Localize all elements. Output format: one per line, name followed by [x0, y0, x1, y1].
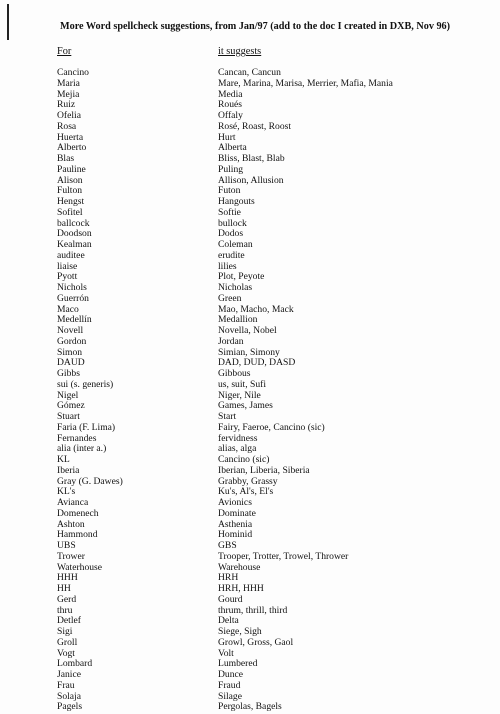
- misspelled-word: Iberia: [57, 464, 80, 476]
- misspelled-word: HHH: [57, 572, 78, 584]
- spellcheck-suggestion: Roués: [218, 99, 242, 111]
- misspelled-word: Sigi: [57, 626, 73, 637]
- misspelled-word: Fernandes: [57, 432, 97, 444]
- spellcheck-suggestion: Lumbered: [218, 658, 258, 670]
- spellcheck-suggestion: fervidness: [218, 432, 258, 444]
- spellcheck-suggestion: Media: [218, 88, 243, 100]
- spellcheck-suggestion: Grabby, Grassy: [218, 475, 278, 487]
- misspelled-word: Guerrón: [57, 292, 89, 304]
- misspelled-word: Rosa: [57, 120, 77, 132]
- misspelled-word: Detlef: [57, 615, 81, 627]
- misspelled-word: Maco: [57, 303, 79, 315]
- spellcheck-suggestion: Nicholas: [218, 282, 253, 293]
- list-item: [0, 552, 500, 563]
- misspelled-word: Fulton: [57, 185, 83, 197]
- misspelled-word: Pyott: [57, 271, 78, 283]
- misspelled-word: Groll: [57, 636, 78, 648]
- document-title: More Word spellcheck suggestions, from Jan/97 (add to the doc I created in DXB, Nov 96): [60, 21, 451, 32]
- spellcheck-suggestion: Offaly: [218, 110, 243, 121]
- list-item: [0, 509, 500, 520]
- spellcheck-suggestion: Delta: [218, 615, 239, 627]
- spellcheck-suggestion: Start: [218, 411, 237, 422]
- misspelled-word: Trower: [57, 550, 85, 562]
- spellcheck-suggestion: lilies: [218, 260, 237, 272]
- spellcheck-suggestion: Pergolas, Bagels: [218, 701, 282, 713]
- misspelled-word: Domenech: [57, 507, 99, 519]
- misspelled-word: Nichols: [57, 282, 87, 293]
- list-item: [0, 702, 500, 713]
- spellcheck-suggestion: Mao, Macho, Mack: [218, 303, 294, 315]
- spellcheck-suggestion: Dunce: [218, 669, 244, 680]
- list-item: [0, 423, 500, 434]
- misspelled-word: Ofelia: [57, 110, 81, 121]
- spellcheck-suggestion: Medallion: [218, 314, 258, 326]
- spellcheck-suggestion: HRH: [218, 572, 239, 584]
- misspelled-word: Vogt: [57, 647, 75, 659]
- spellcheck-suggestion: Allison, Allusion: [218, 174, 284, 186]
- spellcheck-suggestion: Avionics: [218, 497, 252, 508]
- spellcheck-suggestion: Asthenia: [218, 518, 253, 530]
- list-item: [0, 595, 500, 606]
- spellcheck-suggestion: Niger, Nile: [218, 389, 261, 401]
- misspelled-word: Avianca: [57, 497, 89, 508]
- spellcheck-suggestion: Fairy, Faeroe, Cancino (sic): [218, 421, 325, 433]
- misspelled-word: Cancino: [57, 67, 89, 78]
- misspelled-word: alia (inter a.): [57, 443, 107, 455]
- misspelled-word: HH: [57, 583, 71, 594]
- misspelled-word: Maria: [57, 77, 80, 89]
- misspelled-word: liaise: [57, 260, 78, 272]
- misspelled-word: Doodson: [57, 228, 92, 240]
- list-item: [0, 466, 500, 477]
- spellcheck-suggestion: Cancan, Cancun: [218, 67, 281, 78]
- spellcheck-suggestion: Alberta: [218, 142, 247, 154]
- misspelled-word: Novell: [57, 325, 84, 336]
- spellcheck-suggestion: Hominid: [218, 529, 253, 541]
- spellcheck-suggestion: Hangouts: [218, 196, 255, 207]
- misspelled-word: Blas: [57, 153, 75, 164]
- list-item: [0, 251, 500, 262]
- spellcheck-suggestion: Green: [218, 292, 242, 304]
- list-item: [0, 294, 500, 305]
- list-item: [0, 380, 500, 391]
- misspelled-word: Ashton: [57, 518, 85, 530]
- misspelled-word: Gibbs: [57, 368, 80, 379]
- spellcheck-suggestion: Plot, Peyote: [218, 271, 265, 283]
- spellcheck-suggestion: Dominate: [218, 507, 256, 519]
- misspelled-word: Huerta: [57, 131, 84, 143]
- spellcheck-suggestion: Siege, Sigh: [218, 626, 262, 637]
- spellcheck-suggestion: thrum, thrill, third: [218, 604, 288, 616]
- list-item: [0, 337, 500, 348]
- misspelled-word: Solaja: [57, 690, 81, 702]
- spellcheck-suggestion: HRH, HHH: [218, 583, 264, 594]
- spellcheck-suggestion: Cancino (sic): [218, 454, 270, 465]
- spellcheck-suggestion: Futon: [218, 185, 241, 197]
- misspelled-word: thru: [57, 604, 73, 616]
- spellcheck-suggestion: Iberian, Liberia, Siberia: [218, 464, 310, 476]
- misspelled-word: Mejia: [57, 88, 80, 100]
- misspelled-word: Stuart: [57, 411, 80, 422]
- misspelled-word: Hammond: [57, 529, 98, 541]
- list-item: [0, 208, 500, 219]
- misspelled-word: Waterhouse: [57, 561, 103, 573]
- spellcheck-suggestion: Ku's, Al's, El's: [218, 486, 274, 498]
- spellcheck-suggestion: GBS: [218, 540, 237, 551]
- spellcheck-suggestion: bullock: [218, 217, 247, 229]
- spellcheck-suggestion: Gibbous: [218, 368, 251, 379]
- spellcheck-suggestion: Volt: [218, 647, 234, 659]
- spellcheck-suggestion: Dodos: [218, 228, 244, 240]
- spellcheck-suggestion: Games, James: [218, 400, 273, 412]
- misspelled-word: Gómez: [57, 400, 85, 412]
- misspelled-word: KL: [57, 454, 70, 465]
- word-list: [0, 68, 500, 713]
- spellcheck-suggestion: Puling: [218, 163, 244, 175]
- list-item: [0, 90, 500, 101]
- misspelled-word: Gray (G. Dawes): [57, 475, 123, 487]
- misspelled-word: sui (s. generis): [57, 378, 114, 390]
- spellcheck-suggestion: Simian, Simony: [218, 346, 280, 358]
- list-item: [0, 165, 500, 176]
- misspelled-word: UBS: [57, 540, 76, 551]
- spellcheck-suggestion: Jordan: [218, 335, 244, 347]
- spellcheck-suggestion: us, suit, Sufi: [218, 378, 266, 390]
- spellcheck-suggestion: Mare, Marina, Marisa, Merrier, Mafia, Mania: [218, 77, 393, 89]
- misspelled-word: Medellín: [57, 314, 92, 326]
- spellcheck-suggestion: Trooper, Trotter, Trowel, Thrower: [218, 550, 349, 562]
- column-header-suggests: it suggests: [218, 46, 262, 57]
- list-item: [0, 670, 500, 681]
- misspelled-word: Alison: [57, 174, 83, 186]
- misspelled-word: Simon: [57, 346, 83, 358]
- misspelled-word: DAUD: [57, 357, 85, 369]
- column-header-for: For: [57, 46, 72, 57]
- spellcheck-suggestion: DAD, DUD, DASD: [218, 357, 296, 369]
- spellcheck-suggestion: Novella, Nobel: [218, 325, 277, 336]
- spellcheck-suggestion: Silage: [218, 690, 242, 702]
- misspelled-word: Frau: [57, 679, 75, 691]
- pen-margin-mark: [7, 4, 9, 40]
- spellcheck-suggestion: Bliss, Blast, Blab: [218, 153, 285, 164]
- misspelled-word: Lombard: [57, 658, 93, 670]
- misspelled-word: Nigel: [57, 389, 79, 401]
- list-item: [0, 638, 500, 649]
- misspelled-word: Hengst: [57, 196, 85, 207]
- misspelled-word: ballcock: [57, 217, 90, 229]
- spellcheck-suggestion: Hurt: [218, 131, 236, 143]
- misspelled-word: Janice: [57, 669, 81, 680]
- spellcheck-suggestion: erudite: [218, 249, 245, 261]
- spellcheck-suggestion: Warehouse: [218, 561, 261, 573]
- misspelled-word: Pauline: [57, 163, 86, 175]
- list-item: [0, 79, 500, 90]
- misspelled-word: auditee: [57, 249, 85, 261]
- misspelled-word: Gerd: [57, 593, 77, 605]
- misspelled-word: KL's: [57, 486, 76, 498]
- spellcheck-suggestion: Coleman: [218, 239, 253, 250]
- misspelled-word: Sofitel: [57, 206, 83, 218]
- misspelled-word: Gordon: [57, 335, 87, 347]
- spellcheck-suggestion: Growl, Gross, Gaol: [218, 636, 294, 648]
- misspelled-word: Faria (F. Lima): [57, 421, 116, 433]
- list-item: [0, 122, 500, 133]
- spellcheck-suggestion: alias, alga: [218, 443, 257, 455]
- spellcheck-suggestion: Softie: [218, 206, 241, 218]
- spellcheck-suggestion: Fraud: [218, 679, 241, 691]
- spellcheck-suggestion: Rosé, Roast, Roost: [218, 120, 292, 132]
- misspelled-word: Kealman: [57, 239, 92, 250]
- spellcheck-suggestion: Gourd: [218, 593, 243, 605]
- list-item: [0, 681, 500, 692]
- misspelled-word: Alberto: [57, 142, 87, 154]
- misspelled-word: Ruiz: [57, 99, 76, 111]
- misspelled-word: Pagels: [57, 701, 83, 713]
